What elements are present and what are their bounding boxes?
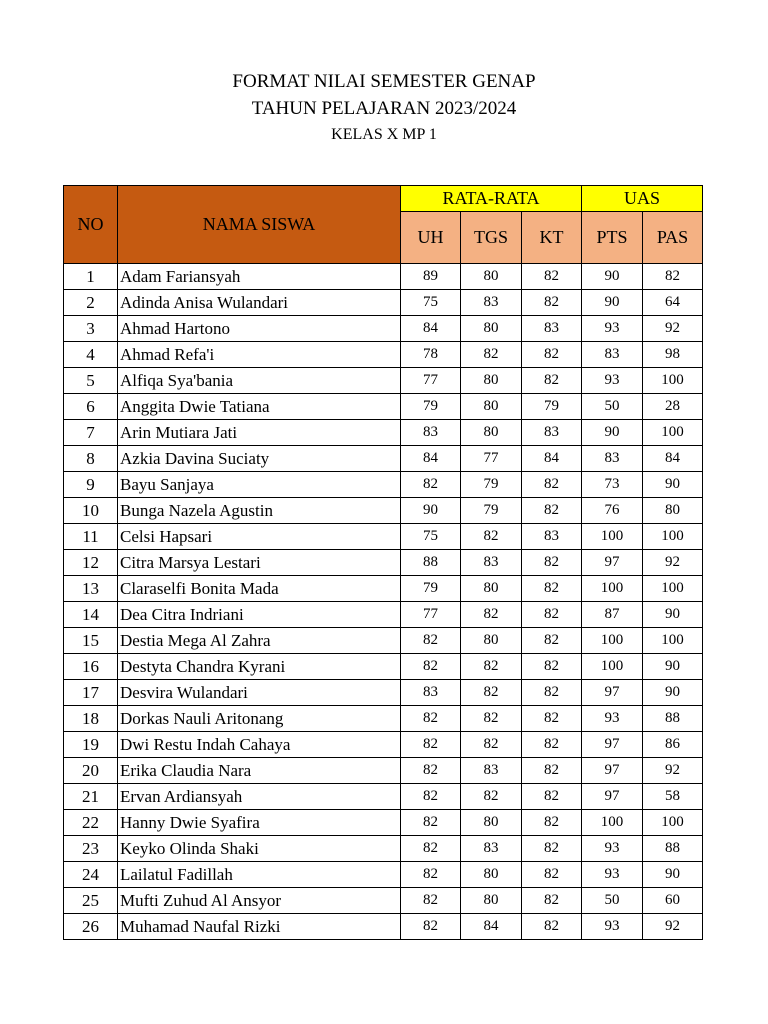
cell-uh: 79 <box>401 576 461 602</box>
table-body <box>64 264 703 940</box>
cell-uh: 82 <box>401 654 461 680</box>
cell-no: 16 <box>64 654 118 680</box>
cell-uh: 82 <box>401 914 461 940</box>
cell-no: 1 <box>64 264 118 290</box>
cell-uh: 75 <box>401 290 461 316</box>
cell-tgs: 80 <box>461 394 522 420</box>
table-row <box>64 524 703 550</box>
table-row <box>64 836 703 862</box>
cell-name: Anggita Dwie Tatiana <box>118 394 401 420</box>
cell-kt: 82 <box>522 550 582 576</box>
cell-tgs: 79 <box>461 498 522 524</box>
cell-uh: 89 <box>401 264 461 290</box>
cell-pas: 100 <box>643 420 703 446</box>
cell-kt: 82 <box>522 732 582 758</box>
table-row <box>64 368 703 394</box>
cell-tgs: 84 <box>461 914 522 940</box>
cell-pts: 100 <box>582 810 643 836</box>
table-row <box>64 706 703 732</box>
cell-pts: 93 <box>582 836 643 862</box>
header-tgs: TGS <box>461 212 522 264</box>
table-row <box>64 550 703 576</box>
cell-name: Hanny Dwie Syafira <box>118 810 401 836</box>
cell-pts: 93 <box>582 316 643 342</box>
table-row <box>64 316 703 342</box>
cell-tgs: 80 <box>461 316 522 342</box>
cell-pts: 97 <box>582 550 643 576</box>
cell-kt: 82 <box>522 576 582 602</box>
cell-kt: 82 <box>522 836 582 862</box>
cell-uh: 84 <box>401 446 461 472</box>
table-row <box>64 732 703 758</box>
cell-kt: 82 <box>522 784 582 810</box>
cell-pas: 92 <box>643 316 703 342</box>
cell-pts: 97 <box>582 732 643 758</box>
cell-tgs: 82 <box>461 342 522 368</box>
cell-name: Destia Mega Al Zahra <box>118 628 401 654</box>
cell-no: 6 <box>64 394 118 420</box>
cell-no: 24 <box>64 862 118 888</box>
table-row <box>64 628 703 654</box>
cell-no: 19 <box>64 732 118 758</box>
table-row <box>64 576 703 602</box>
cell-no: 10 <box>64 498 118 524</box>
cell-pts: 83 <box>582 342 643 368</box>
cell-kt: 82 <box>522 914 582 940</box>
cell-no: 9 <box>64 472 118 498</box>
cell-tgs: 77 <box>461 446 522 472</box>
cell-no: 11 <box>64 524 118 550</box>
cell-tgs: 79 <box>461 472 522 498</box>
cell-name: Adinda Anisa Wulandari <box>118 290 401 316</box>
cell-uh: 75 <box>401 524 461 550</box>
cell-tgs: 82 <box>461 784 522 810</box>
cell-pts: 93 <box>582 706 643 732</box>
cell-name: Ahmad Hartono <box>118 316 401 342</box>
cell-pas: 90 <box>643 472 703 498</box>
cell-kt: 83 <box>522 316 582 342</box>
cell-no: 8 <box>64 446 118 472</box>
cell-no: 14 <box>64 602 118 628</box>
cell-tgs: 82 <box>461 680 522 706</box>
cell-pas: 82 <box>643 264 703 290</box>
cell-no: 12 <box>64 550 118 576</box>
cell-name: Erika Claudia Nara <box>118 758 401 784</box>
table-row <box>64 498 703 524</box>
cell-kt: 82 <box>522 862 582 888</box>
cell-name: Ahmad Refa'i <box>118 342 401 368</box>
table-row <box>64 602 703 628</box>
cell-name: Claraselfi Bonita Mada <box>118 576 401 602</box>
table-row <box>64 680 703 706</box>
cell-no: 17 <box>64 680 118 706</box>
table-row <box>64 446 703 472</box>
header-uh: UH <box>401 212 461 264</box>
table-row <box>64 420 703 446</box>
cell-tgs: 80 <box>461 576 522 602</box>
cell-tgs: 80 <box>461 420 522 446</box>
cell-kt: 82 <box>522 680 582 706</box>
cell-kt: 82 <box>522 758 582 784</box>
cell-tgs: 80 <box>461 264 522 290</box>
cell-name: Bunga Nazela Agustin <box>118 498 401 524</box>
class-label: KELAS X MP 1 <box>331 126 437 143</box>
cell-kt: 82 <box>522 472 582 498</box>
cell-no: 20 <box>64 758 118 784</box>
cell-pts: 90 <box>582 290 643 316</box>
cell-pts: 90 <box>582 420 643 446</box>
header-kt: KT <box>522 212 582 264</box>
cell-tgs: 83 <box>461 758 522 784</box>
cell-pts: 90 <box>582 264 643 290</box>
cell-pas: 100 <box>643 810 703 836</box>
cell-kt: 82 <box>522 888 582 914</box>
cell-pas: 88 <box>643 706 703 732</box>
cell-uh: 78 <box>401 342 461 368</box>
cell-kt: 82 <box>522 498 582 524</box>
cell-no: 23 <box>64 836 118 862</box>
cell-uh: 82 <box>401 784 461 810</box>
cell-pts: 97 <box>582 784 643 810</box>
grades-table <box>63 185 703 940</box>
cell-name: Celsi Hapsari <box>118 524 401 550</box>
cell-pas: 88 <box>643 836 703 862</box>
table-row <box>64 862 703 888</box>
cell-uh: 77 <box>401 602 461 628</box>
cell-uh: 83 <box>401 680 461 706</box>
cell-tgs: 83 <box>461 290 522 316</box>
cell-pas: 92 <box>643 550 703 576</box>
cell-pas: 64 <box>643 290 703 316</box>
cell-uh: 82 <box>401 862 461 888</box>
cell-no: 18 <box>64 706 118 732</box>
cell-name: Adam Fariansyah <box>118 264 401 290</box>
cell-uh: 82 <box>401 888 461 914</box>
cell-pts: 100 <box>582 524 643 550</box>
cell-pts: 93 <box>582 914 643 940</box>
cell-no: 15 <box>64 628 118 654</box>
cell-no: 3 <box>64 316 118 342</box>
cell-kt: 82 <box>522 628 582 654</box>
cell-kt: 82 <box>522 654 582 680</box>
cell-no: 21 <box>64 784 118 810</box>
cell-name: Azkia Davina Suciaty <box>118 446 401 472</box>
cell-pts: 83 <box>582 446 643 472</box>
cell-tgs: 82 <box>461 602 522 628</box>
cell-uh: 83 <box>401 420 461 446</box>
cell-pts: 97 <box>582 680 643 706</box>
table-row <box>64 654 703 680</box>
cell-pas: 98 <box>643 342 703 368</box>
cell-name: Muhamad Naufal Rizki <box>118 914 401 940</box>
cell-kt: 82 <box>522 810 582 836</box>
cell-name: Dea Citra Indriani <box>118 602 401 628</box>
cell-pas: 100 <box>643 524 703 550</box>
cell-pts: 93 <box>582 862 643 888</box>
cell-pts: 100 <box>582 576 643 602</box>
cell-pts: 73 <box>582 472 643 498</box>
cell-tgs: 82 <box>461 654 522 680</box>
table-row <box>64 264 703 290</box>
cell-name: Citra Marsya Lestari <box>118 550 401 576</box>
cell-pas: 90 <box>643 862 703 888</box>
cell-no: 13 <box>64 576 118 602</box>
cell-pas: 100 <box>643 576 703 602</box>
cell-name: Mufti Zuhud Al Ansyor <box>118 888 401 914</box>
cell-pts: 100 <box>582 654 643 680</box>
cell-pas: 84 <box>643 446 703 472</box>
academic-year: TAHUN PELAJARAN 2023/2024 <box>251 98 517 119</box>
cell-pas: 80 <box>643 498 703 524</box>
cell-uh: 82 <box>401 732 461 758</box>
table-row <box>64 758 703 784</box>
cell-tgs: 80 <box>461 862 522 888</box>
cell-no: 25 <box>64 888 118 914</box>
cell-kt: 83 <box>522 524 582 550</box>
table-row <box>64 472 703 498</box>
table-row <box>64 914 703 940</box>
cell-kt: 82 <box>522 264 582 290</box>
cell-pas: 60 <box>643 888 703 914</box>
cell-uh: 84 <box>401 316 461 342</box>
document-title: FORMAT NILAI SEMESTER GENAP <box>232 71 536 92</box>
cell-name: Alfiqa Sya'bania <box>118 368 401 394</box>
cell-uh: 82 <box>401 706 461 732</box>
header-nama-siswa: NAMA SISWA <box>118 186 401 264</box>
cell-pas: 92 <box>643 914 703 940</box>
table-row <box>64 888 703 914</box>
cell-name: Arin Mutiara Jati <box>118 420 401 446</box>
cell-pts: 97 <box>582 758 643 784</box>
cell-name: Destyta Chandra Kyrani <box>118 654 401 680</box>
cell-uh: 82 <box>401 472 461 498</box>
header-pts: PTS <box>582 212 643 264</box>
table-row <box>64 394 703 420</box>
cell-uh: 82 <box>401 758 461 784</box>
cell-kt: 82 <box>522 290 582 316</box>
header-no: NO <box>64 186 118 264</box>
cell-kt: 82 <box>522 368 582 394</box>
table-row <box>64 810 703 836</box>
table-row <box>64 290 703 316</box>
cell-pas: 58 <box>643 784 703 810</box>
cell-no: 2 <box>64 290 118 316</box>
cell-pas: 86 <box>643 732 703 758</box>
cell-pts: 50 <box>582 394 643 420</box>
cell-kt: 82 <box>522 342 582 368</box>
cell-pas: 90 <box>643 654 703 680</box>
cell-tgs: 80 <box>461 628 522 654</box>
cell-tgs: 80 <box>461 368 522 394</box>
table-row <box>64 784 703 810</box>
cell-no: 7 <box>64 420 118 446</box>
header-pas: PAS <box>643 212 703 264</box>
cell-pas: 92 <box>643 758 703 784</box>
cell-kt: 79 <box>522 394 582 420</box>
cell-tgs: 83 <box>461 550 522 576</box>
table-header <box>64 186 703 264</box>
cell-uh: 79 <box>401 394 461 420</box>
header-rata-rata: RATA-RATA <box>401 186 582 212</box>
cell-pts: 50 <box>582 888 643 914</box>
cell-uh: 90 <box>401 498 461 524</box>
cell-no: 22 <box>64 810 118 836</box>
cell-name: Lailatul Fadillah <box>118 862 401 888</box>
cell-name: Bayu Sanjaya <box>118 472 401 498</box>
cell-no: 4 <box>64 342 118 368</box>
cell-name: Dorkas Nauli Aritonang <box>118 706 401 732</box>
cell-tgs: 80 <box>461 888 522 914</box>
cell-pts: 76 <box>582 498 643 524</box>
cell-tgs: 82 <box>461 706 522 732</box>
cell-name: Ervan Ardiansyah <box>118 784 401 810</box>
cell-pas: 28 <box>643 394 703 420</box>
cell-kt: 82 <box>522 602 582 628</box>
cell-name: Keyko Olinda Shaki <box>118 836 401 862</box>
cell-uh: 82 <box>401 810 461 836</box>
cell-no: 5 <box>64 368 118 394</box>
cell-kt: 83 <box>522 420 582 446</box>
cell-pas: 100 <box>643 368 703 394</box>
cell-name: Dwi Restu Indah Cahaya <box>118 732 401 758</box>
cell-kt: 82 <box>522 706 582 732</box>
cell-uh: 82 <box>401 836 461 862</box>
cell-tgs: 82 <box>461 524 522 550</box>
cell-pts: 100 <box>582 628 643 654</box>
cell-pts: 93 <box>582 368 643 394</box>
header-uas: UAS <box>582 186 703 212</box>
cell-uh: 77 <box>401 368 461 394</box>
cell-pas: 90 <box>643 602 703 628</box>
cell-tgs: 82 <box>461 732 522 758</box>
cell-uh: 88 <box>401 550 461 576</box>
cell-kt: 84 <box>522 446 582 472</box>
cell-pas: 100 <box>643 628 703 654</box>
cell-tgs: 83 <box>461 836 522 862</box>
cell-uh: 82 <box>401 628 461 654</box>
cell-tgs: 80 <box>461 810 522 836</box>
cell-no: 26 <box>64 914 118 940</box>
cell-pas: 90 <box>643 680 703 706</box>
cell-name: Desvira Wulandari <box>118 680 401 706</box>
cell-pts: 87 <box>582 602 643 628</box>
table-row <box>64 342 703 368</box>
